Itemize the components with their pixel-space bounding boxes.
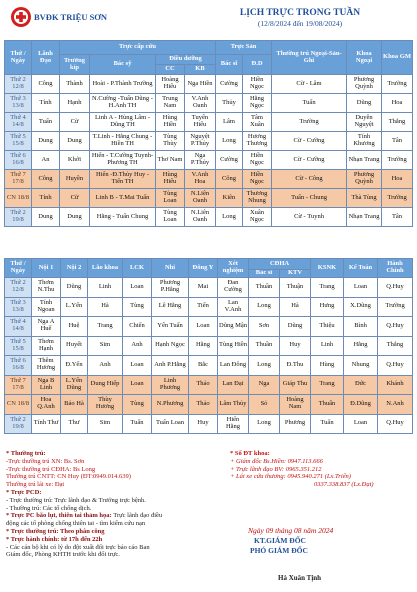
header-cc: CC <box>156 65 185 75</box>
table-cell: N.Liên Oanh <box>185 208 216 227</box>
table-cell: Dũng <box>61 278 88 298</box>
table-cell: Hoa <box>382 94 413 113</box>
table-cell: Tùng Hiền <box>218 336 249 356</box>
table-cell: Anh <box>88 356 123 376</box>
table-cell: Hùng Hiếu <box>156 170 185 189</box>
table-cell: Long <box>216 132 243 151</box>
table-cell: Cừ - Lâm <box>272 75 347 94</box>
table-row <box>5 297 413 317</box>
table-cell: N.Anh <box>378 395 413 415</box>
table-cell: Hà <box>280 297 311 317</box>
table-cell: Công <box>32 75 60 94</box>
table-cell: Công <box>216 170 243 189</box>
table-cell: Lan V.Anh <box>218 297 249 317</box>
table-cell: Lan Đông <box>218 356 249 376</box>
table-cell: Linh <box>311 336 344 356</box>
table-cell: Nguyệt P.Thủy <box>185 132 216 151</box>
table-cell: Anh <box>123 336 152 356</box>
table-cell: Tuấn <box>123 414 152 434</box>
table-cell: Khánh <box>378 375 413 395</box>
table-row <box>5 94 413 113</box>
table-row <box>5 151 413 170</box>
table-cell: Tính Khương <box>347 132 382 151</box>
table-cell: Hưng <box>311 297 344 317</box>
table-cell: Trang <box>311 375 344 395</box>
table-cell: Phương Quỳnh <box>347 75 382 94</box>
duty-table-1 <box>4 40 413 227</box>
table-cell: Tuấn - Chung <box>272 189 347 208</box>
table-cell: Phương <box>280 414 311 434</box>
note-line: Giám đốc, Phòng KHTH trước khi đổi trực. <box>6 551 120 559</box>
table-cell: Thơm N.Thu <box>32 278 61 298</box>
day-cell: CN 18/8 <box>5 395 32 415</box>
table-cell: Long <box>216 208 243 227</box>
header-bac-si: Bác sỹ <box>90 55 156 75</box>
table-cell: Thương Nhung <box>243 189 272 208</box>
table-cell: Hiển Hằng <box>218 414 249 434</box>
table-cell: Huyền <box>60 170 90 189</box>
note-thuong-tru-heading: * Thường trú: <box>6 450 46 457</box>
table-cell: Tùng <box>123 297 152 317</box>
note-line: -Trực thường trú XN: Bs. Sơn <box>6 457 85 465</box>
day-cell: Thứ 4 14/8 <box>5 317 32 337</box>
table-cell: Hiền Ngọc <box>243 170 272 189</box>
note-hanh-chinh-line: * Trực hành chính: từ 17h đến 22h <box>6 535 103 543</box>
table-cell: L.Yến <box>61 297 88 317</box>
header-dong-y: Đông Y <box>189 259 218 278</box>
table-cell: Hiển -Đ.Thủy Huy - Tiến TH <box>90 170 156 189</box>
table-cell: Q.Huy <box>378 356 413 376</box>
table-row <box>5 317 413 337</box>
table-cell: Linh B - T.Mai Tuấn <box>90 189 156 208</box>
table-row <box>5 278 413 298</box>
table-cell: Dũng Mận <box>218 317 249 337</box>
table-cell: Dung Hiếp <box>88 375 123 395</box>
table-cell: Hạnh Ngọc <box>152 336 189 356</box>
table-cell: Cừ - Công <box>272 170 347 189</box>
table-cell: Hằng - Tuấn Chung <box>90 208 156 227</box>
table-cell: Long <box>249 356 280 376</box>
header-kb: KB <box>185 65 216 75</box>
phone-line: + Trực lãnh đạo BV: 0965.351.212 <box>230 465 322 473</box>
table-cell: Tuấn Loan <box>152 414 189 434</box>
table-cell: Loan <box>123 375 152 395</box>
title-block <box>200 8 400 28</box>
table-cell: Thơm Hạnh <box>32 336 61 356</box>
date-range: (12/8/2024 đến 19/08/2024) <box>257 19 343 28</box>
page-title: LỊCH TRỰC TRONG TUẦN <box>239 8 361 18</box>
table-row <box>5 395 413 415</box>
table-cell: Tính <box>32 94 60 113</box>
day-cell: Thứ 2 12/8 <box>5 278 32 298</box>
table-row <box>5 170 413 189</box>
table-row <box>5 75 413 94</box>
table-cell: T.Linh - Hằng Chung - Hiền TH <box>90 132 156 151</box>
notes-right <box>230 450 410 489</box>
table-row <box>5 375 413 395</box>
phone-line: + Giám đốc Bs.Hiền: 0947.113.666 <box>230 457 323 465</box>
note-pcd-heading: * Trực PCD: <box>6 488 42 496</box>
table-cell: Tùng <box>123 395 152 415</box>
table-cell: Tùng Thùy <box>156 132 185 151</box>
table-cell: Loan <box>344 414 378 434</box>
table-cell: Long <box>249 414 280 434</box>
table-cell: Thùy Hương <box>88 395 123 415</box>
table-cell: Tân <box>382 132 413 151</box>
table-cell: Thêm Hương <box>32 356 61 376</box>
duty-table-2 <box>4 258 413 434</box>
table-cell: Tâm Xuân <box>243 113 272 132</box>
table-cell: Đức <box>344 375 378 395</box>
table-cell: Trường <box>378 297 413 317</box>
table-cell: Anh P.Hằng <box>152 356 189 376</box>
table-cell: Thuần <box>249 278 280 298</box>
day-cell: Thứ 3 13/8 <box>5 297 32 317</box>
table-cell: Công <box>32 170 60 189</box>
table-cell: Linh A - Hùng Lâm - Dũng TH <box>90 113 156 132</box>
day-cell: Thứ 7 17/8 <box>5 375 32 395</box>
day-cell: Thứ 6 16/8 <box>5 151 32 170</box>
header-lck: LCK <box>123 259 152 278</box>
table-cell: Cừ - Tuynh <box>272 208 347 227</box>
table-cell: Huyết <box>61 336 88 356</box>
table-cell: Bảo Hà <box>61 395 88 415</box>
page-header <box>0 0 417 36</box>
table-cell: Hiền Ngọc <box>243 151 272 170</box>
table-cell: Phương Quỳnh <box>347 170 382 189</box>
table-cell: Cừ <box>60 189 90 208</box>
table-cell: Loan <box>189 317 218 337</box>
table-cell: Loan <box>123 356 152 376</box>
table-cell: Tính <box>32 189 60 208</box>
day-cell: Thứ 3 13/8 <box>5 94 32 113</box>
hospital-logo-icon <box>10 6 32 28</box>
table-cell: Hoa <box>382 170 413 189</box>
note-line: -Trực thường trú CĐHA: Bs Long <box>6 465 96 473</box>
table-cell: Thư <box>61 414 88 434</box>
table-cell: Thuận <box>280 278 311 298</box>
table-cell: Cừ - Cường <box>272 132 347 151</box>
table-cell: Tính Thư <box>32 414 61 434</box>
table-cell: Loan <box>123 278 152 298</box>
note-bao-lut-line <box>6 512 231 520</box>
notes-left <box>6 450 231 559</box>
table-cell: Trường <box>382 75 413 94</box>
signature-title-1: KT.GIÁM ĐỐC <box>254 536 306 545</box>
table-cell: Giáp Thu <box>280 375 311 395</box>
header-noi-san-ghi: Thường trú Ngoại-Sản-Ghi <box>272 41 347 75</box>
table-cell: Huy <box>189 414 218 434</box>
table-cell: Sim <box>88 414 123 434</box>
table-cell: Thuần <box>249 336 280 356</box>
table-cell: Đ.Yến <box>61 356 88 376</box>
day-cell: Thứ 6 16/8 <box>5 356 32 376</box>
table-cell: Hoàng Nam <box>280 395 311 415</box>
table-cell: Thắng <box>378 336 413 356</box>
table-cell: Hoài - P.Thành Trường <box>90 75 156 94</box>
table-cell: Nhung <box>344 356 378 376</box>
table-row <box>5 189 413 208</box>
table-cell: Duyên Nguyệt <box>347 113 382 132</box>
table-cell: Đ.Dũng <box>344 395 378 415</box>
table-cell: Sim <box>88 336 123 356</box>
table-cell: Hằng <box>189 336 218 356</box>
table-cell: Khởi <box>60 151 90 170</box>
table-cell: Hà <box>88 297 123 317</box>
table-cell: Loan <box>344 278 378 298</box>
table-cell: Mai <box>189 278 218 298</box>
table-cell: Nhạn Trang <box>347 151 382 170</box>
table-cell: X.Dũng <box>344 297 378 317</box>
table-cell: Hằng Ngọc <box>243 94 272 113</box>
table-cell: Thơ Nam <box>156 151 185 170</box>
table-cell: An <box>32 151 60 170</box>
phone-heading: * Số ĐT khoa: <box>230 450 270 457</box>
table-row <box>5 113 413 132</box>
table-cell: Hạnh <box>60 94 90 113</box>
table-cell: Trường <box>382 151 413 170</box>
header-noi-2: Nội 2 <box>61 259 88 278</box>
note-line: Trực lãnh đạo điều <box>113 512 163 520</box>
signature-date: Ngày 09 tháng 08 năm 2024 <box>248 526 334 535</box>
table-cell: Nga B Linh <box>32 375 61 395</box>
table-cell: V.Anh Hoa <box>185 170 216 189</box>
table-cell: Nga P.Thủy <box>185 151 216 170</box>
day-cell: Thứ 2 19/8 <box>5 414 32 434</box>
day-cell: CN 18/8 <box>5 189 32 208</box>
note-line: Thường trú lái xe: Đạt <box>6 481 65 489</box>
table-cell: Hoa Q.Anh <box>32 395 61 415</box>
table-cell: Xuân Ngọc <box>243 208 272 227</box>
table-cell: Lan Đại <box>218 375 249 395</box>
table-cell: Đan Cường <box>218 278 249 298</box>
note-line: - Thường trú: Các tổ chống dịch. <box>6 504 92 512</box>
table-cell: Đ.Thu <box>280 356 311 376</box>
table-cell: Q.Huy <box>378 278 413 298</box>
table-cell: Thắng <box>382 113 413 132</box>
table-cell: Tuấn <box>272 94 347 113</box>
day-cell: Thứ 5 15/8 <box>5 336 32 356</box>
table-cell: Dũng <box>280 317 311 337</box>
table-cell: Thảo <box>189 375 218 395</box>
table-cell: Thảo <box>189 395 218 415</box>
table-cell: Tuấn <box>311 414 344 434</box>
table-cell: Dung <box>32 132 60 151</box>
note-line: - Trực thường trú: Trực lãnh đạo & Trưởng trực bệnh. <box>6 496 146 504</box>
header-noi-1: Nội 1 <box>32 259 61 278</box>
table-cell: N.Phương <box>152 395 189 415</box>
table-cell: Phương P.Hằng <box>152 278 189 298</box>
table-cell: Nga A Huế <box>32 317 61 337</box>
note-line: Thường trú CNTT: CN Huy (ĐT:0949.014.639) <box>6 473 131 481</box>
table-cell: Dung <box>60 208 90 227</box>
day-cell: Thứ 4 14/8 <box>5 113 32 132</box>
table-cell: Kiên <box>216 189 243 208</box>
table-cell: Yến Tuấn <box>152 317 189 337</box>
header-khoa-ngoai: Khoa Ngoại <box>347 41 382 75</box>
table-cell: Thuấn <box>311 395 344 415</box>
header-cdha: CĐHA <box>249 259 311 270</box>
table-cell: Trang <box>88 317 123 337</box>
note-line: - Các cán bộ khi có lý do đột xuất đổi trực báo cáo Ban <box>6 543 150 551</box>
table-cell: Nhạn Trang <box>347 208 382 227</box>
table-cell: Tùng Loan <box>156 189 185 208</box>
table-row <box>5 132 413 151</box>
table-cell: Cường <box>216 151 243 170</box>
table-cell: Lê Hằng <box>152 297 189 317</box>
table-cell: Bình <box>344 317 378 337</box>
table-cell: Huệ <box>61 317 88 337</box>
header-lao-khoa: Lão khoa <box>88 259 123 278</box>
header-truc-san: Trực Sản <box>216 41 272 55</box>
day-cell: Thứ 5 15/8 <box>5 132 32 151</box>
header-ksnk: KSNK <box>311 259 344 278</box>
table-cell: Dung <box>32 208 60 227</box>
header-truong-kip: Trưởng kíp <box>60 55 90 75</box>
phone-line: 0337.338.837 (Lx.Đạt) <box>314 481 374 489</box>
note-line: động các tổ phòng chống thiên tai - tìm kiếm cứu nạn <box>6 520 146 528</box>
table-cell: Tùng Loan <box>156 208 185 227</box>
table-cell: Lâm Thủy <box>218 395 249 415</box>
header-ke-toan: Kế Toán <box>344 259 378 278</box>
table-cell: Thành <box>60 75 90 94</box>
table-cell: Q.Huy <box>378 317 413 337</box>
header-cap-cuu: Trực cấp cứu <box>60 41 216 55</box>
day-cell: Thứ 7 17/8 <box>5 170 32 189</box>
header-nhi: Nhi <box>152 259 189 278</box>
table-cell: Hương Thương <box>243 132 272 151</box>
header-day: Thứ / Ngày <box>5 41 32 75</box>
table-cell: Linh <box>88 278 123 298</box>
table-row <box>5 414 413 434</box>
organization-name: BVĐK TRIỆU SƠN <box>34 12 108 22</box>
table-cell: Bắc <box>189 356 218 376</box>
table-cell: Linh Phương <box>152 375 189 395</box>
header-cdha-ktv: KTV <box>280 270 311 278</box>
table-cell: Hùng Hiền <box>156 113 185 132</box>
table-cell: Nga <box>249 375 280 395</box>
table-cell: Hùng <box>311 356 344 376</box>
day-cell: Thứ 2 19/8 <box>5 208 32 227</box>
note-bao-lut-heading: * Trực PC bão lụt, thiên tai thảm họa: <box>6 512 112 520</box>
header-cdha-bac-si: Bác sĩ <box>249 270 280 278</box>
table-cell: Tuyến Hiếu <box>185 113 216 132</box>
header-dieu-duong: Điều dưỡng <box>156 55 216 65</box>
table-cell: Chiến <box>123 317 152 337</box>
header-san-bac-si: Bác sĩ <box>216 55 243 75</box>
table-row <box>5 208 413 227</box>
header-xet-nghiem: Xét nghiệm <box>218 259 249 278</box>
table-cell: Tân <box>382 208 413 227</box>
table-cell: Tiến <box>189 297 218 317</box>
table-cell: Q.Huy <box>378 414 413 434</box>
day-cell: Thứ 2 12/8 <box>5 75 32 94</box>
table-cell: Thà Tùng <box>347 189 382 208</box>
table-cell: Cừ <box>60 113 90 132</box>
table-cell: N.Liên Oanh <box>185 189 216 208</box>
table-cell: Dung <box>60 132 90 151</box>
table-cell: Thiệu <box>311 317 344 337</box>
table-row <box>5 356 413 376</box>
phone-line: + Lái xe cứu thương: 0945.940.271 (Lx.Triển) <box>230 473 351 481</box>
table-cell: Dũng <box>347 94 382 113</box>
table-cell: Trung Nam <box>156 94 185 113</box>
header-hanh-chinh: Hành Chính <box>378 259 413 278</box>
table-cell: Lâm <box>216 113 243 132</box>
table-cell: Cừ - Cường <box>272 151 347 170</box>
table-cell: Hằng <box>344 336 378 356</box>
table-cell: Sơn <box>249 317 280 337</box>
signature-title-2: PHÓ GIÁM ĐỐC <box>250 546 308 555</box>
table-cell: Nga Hiền <box>185 75 216 94</box>
table-cell: Long <box>249 297 280 317</box>
table-cell: Cường <box>216 75 243 94</box>
table-cell: Trường <box>272 113 347 132</box>
table-cell: Huy <box>280 336 311 356</box>
table-cell: N.Cường -Tuấn Dũng - H.Anh TH <box>90 94 156 113</box>
table-row <box>5 336 413 356</box>
table-cell: Hoàng Hiếu <box>156 75 185 94</box>
header-day-2: Thứ / Ngày <box>5 259 32 278</box>
table-cell: Hiền Ngọc <box>243 75 272 94</box>
table-cell: Tuấn <box>32 113 60 132</box>
header-san-dd: Đ.D <box>243 55 272 75</box>
signature-name: Hà Xuân Tịnh <box>278 574 322 582</box>
table-cell: L.Yến Dũng <box>61 375 88 395</box>
header-khoa-gm: Khoa GM <box>382 41 413 75</box>
table-cell: Trường <box>382 189 413 208</box>
table-cell: V.Anh Oanh <box>185 94 216 113</box>
note-thuong-tru-line: * Trực thường trú: Theo phân công <box>6 527 105 535</box>
table-cell: Sỏ <box>249 395 280 415</box>
table-cell: Tính Ngoan <box>32 297 61 317</box>
table-cell: Hiển - T.Cường Tuynh-Phương TH <box>90 151 156 170</box>
table-cell: Trang <box>311 278 344 298</box>
header-lanh-dao: Lãnh Đạo <box>32 41 60 75</box>
table-cell: Thủy <box>216 94 243 113</box>
